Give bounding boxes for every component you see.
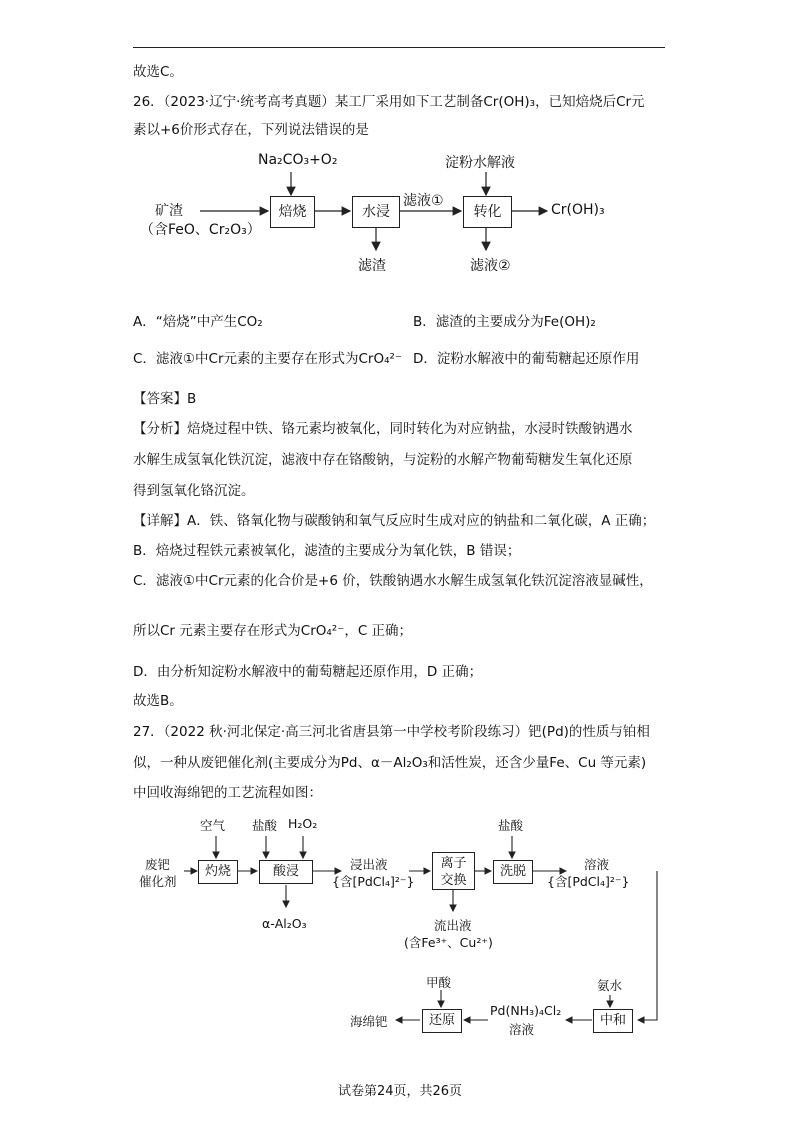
label-ammonia: 氨水 [597, 978, 623, 993]
label-solution: 溶液 [584, 857, 610, 872]
label-hcl-2: 盐酸 [498, 818, 524, 833]
reagent-na2co3-o2: Na₂CO₃+O₂ [258, 152, 338, 168]
box-reduction: 还原 [422, 1009, 462, 1033]
q27-stem-line1: 27．（2022 秋·河北保定·高三河北省唐县第一中学校考阶段练习）钯(Pd)的性质与铂相 [133, 724, 650, 740]
q26-detail-line2: B．焙烧过程铁元素被氧化，滤渣的主要成分为氧化铁，B 错误； [133, 543, 521, 559]
q27-stem-line3: 中回收海绵钯的工艺流程如图： [133, 785, 322, 801]
product-label: Cr(OH)₃ [551, 202, 605, 218]
box-burning: 灼烧 [198, 860, 238, 884]
q27-stem-line2: 似，一种从废钯催化剂(主要成分为Pd、α－Al₂O₃和活性炭，还含少量Fe、Cu 等元素) [133, 755, 647, 771]
box-ion-exchange-line1: 离子 [440, 856, 467, 871]
label-pd-complex: Pd(NH₃)₄Cl₂ [490, 1003, 562, 1018]
box-conversion: 转化 [463, 196, 512, 228]
q26-option-c: C．滤液①中Cr元素的主要存在形式为CrO₄²⁻ [133, 351, 403, 367]
q26-answer: 【答案】B [133, 391, 197, 407]
q26-stem-line1: 26．（2023·辽宁·统考高考真题）某工厂采用如下工艺制备Cr(OH)₃，已知焙烧后Cr元 [133, 94, 645, 110]
label-waste-pd: 废钯 [145, 857, 171, 872]
label-effluent: 流出液 [434, 918, 472, 933]
box-water-leaching: 水浸 [352, 196, 400, 228]
q26-conclusion: 故选B。 [133, 693, 183, 709]
filtrate2-label: 滤液② [470, 258, 511, 274]
label-solution-content: {含[PdCl₄]²⁻} [547, 874, 630, 889]
page-footer: 试卷第24页，共26页 [337, 1084, 463, 1099]
box-acid-leach: 酸浸 [259, 860, 313, 884]
label-pd-complex-solution: 溶液 [509, 1022, 535, 1037]
label-leachate: 浸出液 [350, 857, 388, 872]
label-alumina: α-Al₂O₃ [262, 916, 307, 931]
q26-analysis-line3: 得到氢氧化铬沉淀。 [133, 483, 255, 499]
label-hcl-1: 盐酸 [252, 818, 278, 833]
q26-stem-line2: 素以+6价形式存在，下列说法错误的是 [133, 122, 369, 138]
label-leachate-content: {含[PdCl₄]²⁻} [332, 874, 415, 889]
label-sponge-pd: 海绵钯 [350, 1014, 388, 1029]
residue-label: 滤渣 [358, 258, 386, 274]
q26-option-d: D．淀粉水解液中的葡萄糖起还原作用 [413, 351, 640, 367]
filtrate1-label: 滤液① [403, 193, 444, 209]
reagent-starch-hydrolysate: 淀粉水解液 [445, 155, 515, 171]
box-elution: 洗脱 [493, 860, 533, 884]
q26-option-a: A．“焙烧”中产生CO₂ [133, 314, 263, 330]
q26-option-b: B．滤渣的主要成分为Fe(OH)₂ [413, 314, 596, 330]
label-air: 空气 [200, 818, 226, 833]
box-neutralization: 中和 [593, 1009, 633, 1033]
q26-analysis-line1: 【分析】焙烧过程中铁、铬元素均被氧化，同时转化为对应钠盐，水浸时铁酸钠遇水 [133, 421, 633, 437]
q26-analysis-line2: 水解生成氢氧化铁沉淀，滤液中存在铬酸钠，与淀粉的水解产物葡萄糖发生氧化还原 [133, 452, 633, 468]
label-catalyst: 催化剂 [139, 874, 177, 889]
slag-composition: （含FeO、Cr₂O₃） [140, 222, 261, 238]
q26-detail-line3: C．滤液①中Cr元素的化合价是+6 价，铁酸钠遇水水解生成氢氧化铁沉淀溶液显碱性， [133, 573, 653, 589]
box-ion-exchange-line2: 交换 [440, 873, 467, 888]
label-formic-acid: 甲酸 [426, 975, 452, 990]
box-ion-exchange [432, 852, 475, 890]
label-h2o2: H₂O₂ [288, 816, 318, 831]
box-roasting: 焙烧 [270, 196, 315, 228]
prev-conclusion: 故选C。 [133, 64, 183, 80]
label-effluent-content: (含Fe³⁺、Cu²⁺) [404, 935, 493, 950]
q26-detail-line4: 所以Cr 元素主要存在形式为CrO₄²⁻，C 正确； [133, 623, 413, 639]
q26-detail-line5: D．由分析知淀粉水解液中的葡萄糖起还原作用，D 正确； [133, 664, 483, 680]
q26-detail-line1: 【详解】A．铁、铬氧化物与碳酸钠和氧气反应时生成对应的钠盐和二氧化碳，A 正确； [133, 513, 656, 529]
slag-label: 矿渣 [155, 203, 183, 219]
